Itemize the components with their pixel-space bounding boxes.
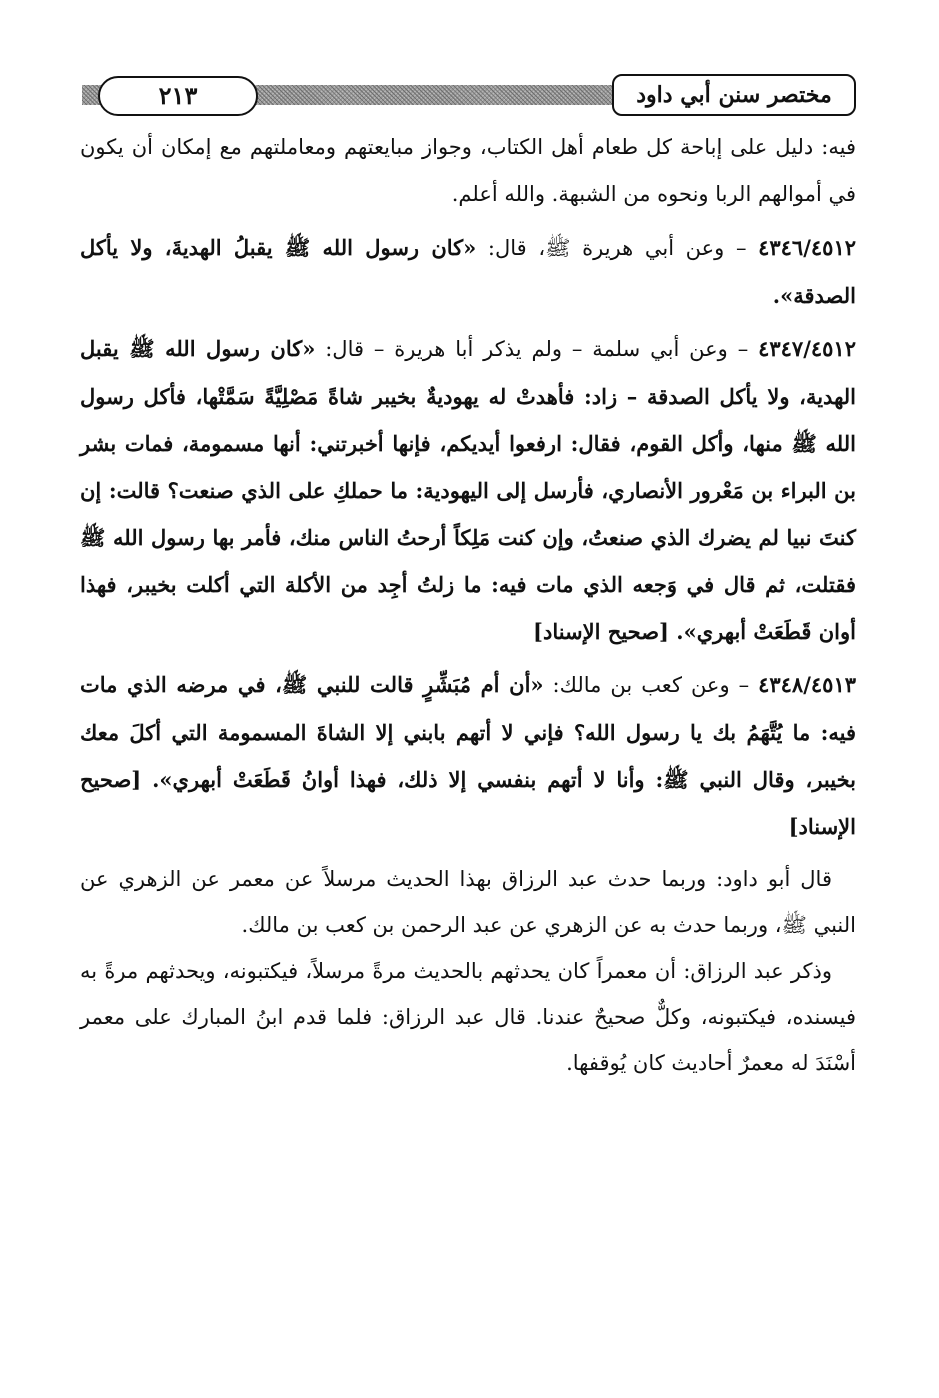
hadith-number: ٤٣٤٨/٤٥١٣ <box>758 672 856 697</box>
hadith-chain: – وعن كعب بن مالك: <box>543 673 759 697</box>
hadith-text: «كان رسول الله ﷺ يقبل الهدية، ولا يأكل الصدقة – زاد: فأهدتْ له يهوديةٌ بخيبر شاةً مَصْلِيَّةً سَمَّتْها، فأكل رسول الله ﷺ منها، وأكل القوم، فقال: ارفعوا أيديكم، فإنها أخبرتني: أنها مسمومة، فمات بشر بن البراء بن مَعْرور الأنصاري، فأرسل إلى اليهودية: ما حملكِ على الذي صنعت؟ قالت: إن كنتَ نبيا لم يضرك الذي صنعتُ، وإن كنت مَلِكاً أرحتُ الناس منك، فأمر بها رسول الله ﷺ فقتلت، ثم قال في وَجعه الذي مات فيه: ما زلتُ أجِد من الأكلة التي أكلت بخيبر، فهذا أوان قَطَعَتْ أبهري». [صحيح الإسناد] <box>80 336 856 644</box>
hadith-4513 <box>80 661 856 850</box>
page-header <box>82 74 856 118</box>
abu-dawud-note: قال أبو داود: وربما حدث عبد الرزاق بهذا الحديث مرسلاً عن معمر عن الزهري عن النبي ﷺ، وربما حدث به عن الزهري عن عبد الرحمن بن كعب بن مالك. <box>80 867 856 937</box>
hadith-4512-a <box>80 224 856 319</box>
intro-paragraph: فيه: دليل على إباحة كل طعام أهل الكتاب، وجواز مبايعتهم ومعاملتهم مع إمكان أن يكون في أموالهم الربا ونحوه من الشبهة. والله أعلم. <box>80 135 856 206</box>
hadith-number: ٤٣٤٦/٤٥١٢ <box>758 235 856 260</box>
hadith-number: ٤٣٤٧/٤٥١٢ <box>758 336 856 361</box>
hadith-text: «أن أم مُبَشِّرٍ قالت للنبي ﷺ، في مرضه الذي مات فيه: ما يُتَّهَمُ بك يا رسول الله؟ فإني لا أتهم بابني إلا الشاةَ المسمومة التي أكلَ معك بخيبر، وقال النبي ﷺ: وأنا لا أتهم بنفسي إلا ذلك، فهذا أوانُ قَطَعَتْ أبهري». [صحيح الإسناد] <box>80 672 856 839</box>
book-title: مختصر سنن أبي داود <box>612 74 856 116</box>
hadith-4512-b <box>80 325 856 655</box>
hadith-chain: – وعن أبي سلمة – ولم يذكر أبا هريرة – قال: <box>315 337 759 361</box>
hadith-text: «كان رسول الله ﷺ يقبلُ الهديةَ، ولا يأكل الصدقة». <box>80 235 856 308</box>
page-body <box>80 124 856 1086</box>
abd-al-razzaq-note: وذكر عبد الرزاق: أن معمراً كان يحدثهم بالحديث مرةً مرسلاً، فيكتبونه، ويحدثهم مرةً به فيسنده، فيكتبونه، وكلٌّ صحيحٌ عندنا. قال عبد الرزاق: فلما قدم ابنُ المبارك على معمر أسْنَدَ له معمرٌ أحاديث كان يُوقفها. <box>80 959 856 1075</box>
hadith-chain: – وعن أبي هريرة ﷺ، قال: <box>476 236 759 260</box>
page-number: ٢١٣ <box>98 76 258 116</box>
